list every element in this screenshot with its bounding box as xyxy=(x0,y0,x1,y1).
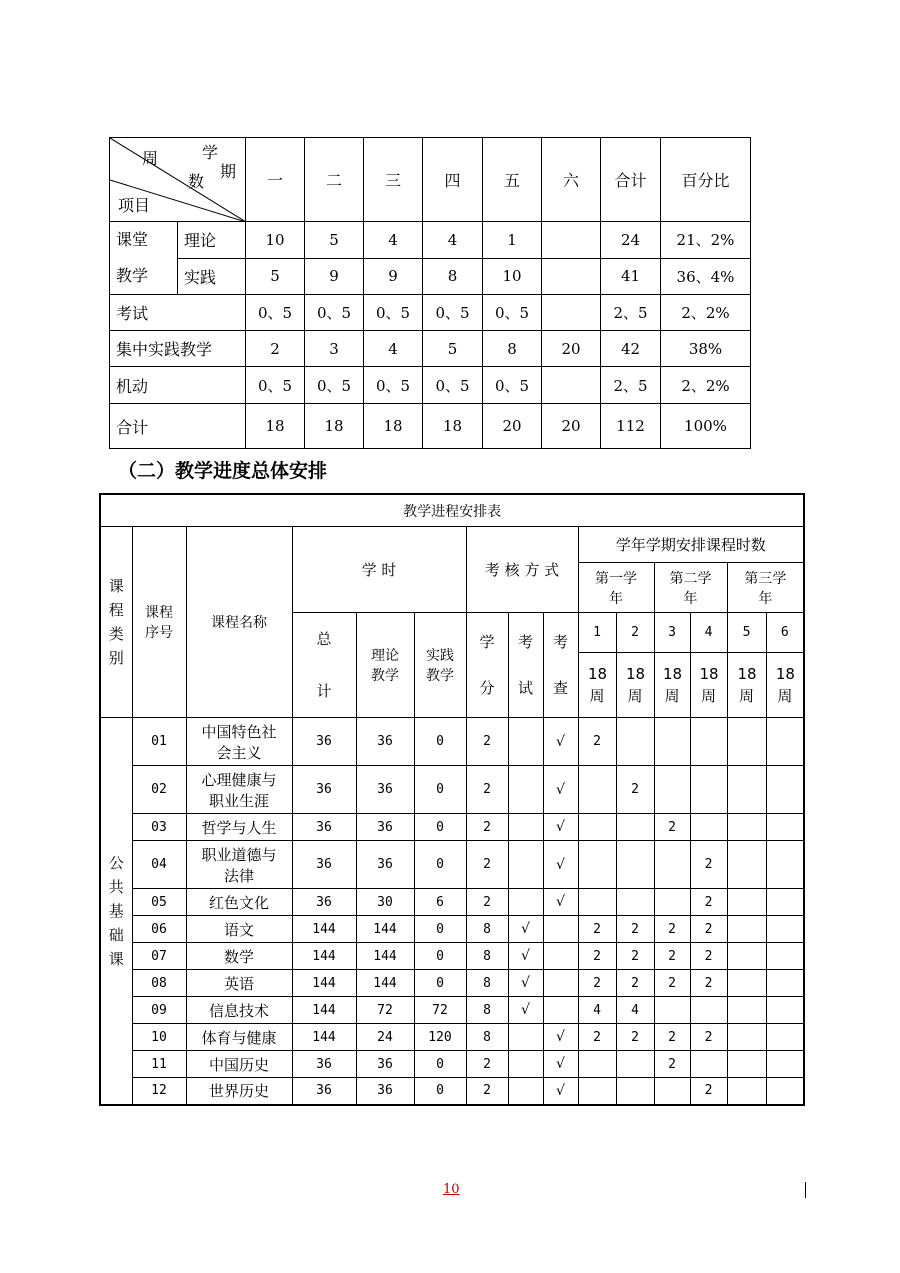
cell xyxy=(542,258,601,295)
cell: 112 xyxy=(601,404,661,449)
exam-cell xyxy=(508,841,543,889)
cell: 41 xyxy=(601,258,661,295)
semester-hours-cell: 2 xyxy=(616,1024,654,1051)
credit-cell: 2 xyxy=(466,718,508,766)
cell: 42 xyxy=(601,331,661,367)
weeks-header-text: 18周 xyxy=(699,665,719,706)
practice-hours-cell: 0 xyxy=(414,718,466,766)
weeks-header-text: 18周 xyxy=(775,665,795,706)
semester-hours-cell xyxy=(616,718,654,766)
course-name-cell: 哲学与人生 xyxy=(186,814,292,841)
cell: 2 xyxy=(246,331,305,367)
practice-hours-cell: 72 xyxy=(414,997,466,1024)
semester-header: 1 xyxy=(578,613,616,653)
semester-hours-cell xyxy=(578,1051,616,1078)
seq-cell: 06 xyxy=(132,916,186,943)
table-caption: 教学进程安排表 xyxy=(100,494,804,527)
semester-hours-cell: 2 xyxy=(654,814,690,841)
semester-header: 4 xyxy=(690,613,727,653)
schedule-header: 学年学期安排课程时数 xyxy=(578,527,804,563)
weeks-header xyxy=(654,653,690,718)
semester-hours-cell xyxy=(727,889,766,916)
classroom-label xyxy=(110,222,178,295)
total-hours-cell: 36 xyxy=(292,766,356,814)
diag-week-label: 周 xyxy=(142,149,159,168)
course-rows xyxy=(100,718,804,1105)
cell: 20 xyxy=(542,404,601,449)
semester-hours-cell xyxy=(616,841,654,889)
semester-hours-cell xyxy=(766,1078,804,1105)
credit-cell: 2 xyxy=(466,889,508,916)
table-row xyxy=(100,766,804,814)
table-row xyxy=(100,889,804,916)
cell: 0、5 xyxy=(423,295,483,331)
semester-hours-cell xyxy=(578,1078,616,1105)
semester-hours-cell: 2 xyxy=(616,916,654,943)
theory-hours-cell: 36 xyxy=(356,814,414,841)
row-label: 合计 xyxy=(110,404,246,449)
check-cell: √ xyxy=(543,1078,578,1105)
semester-hours-cell: 2 xyxy=(690,1078,727,1105)
course-name-cell: 世界历史 xyxy=(186,1078,292,1105)
course-name-cell: 心理健康与职业生涯 xyxy=(186,766,292,814)
cell: 0、5 xyxy=(483,367,542,404)
cell: 18 xyxy=(423,404,483,449)
semester-hours-cell xyxy=(616,814,654,841)
credit-cell: 8 xyxy=(466,916,508,943)
term-header: 二 xyxy=(305,138,364,222)
practice-hours-cell: 0 xyxy=(414,916,466,943)
term-header: 六 xyxy=(542,138,601,222)
seq-cell: 11 xyxy=(132,1051,186,1078)
semester-hours-cell xyxy=(654,766,690,814)
credit-cell: 2 xyxy=(466,814,508,841)
theory-header: 理论教学 xyxy=(356,613,414,718)
check-cell xyxy=(543,916,578,943)
total-hours-cell: 36 xyxy=(292,841,356,889)
cell: 0、5 xyxy=(423,367,483,404)
theory-hours-cell: 36 xyxy=(356,1051,414,1078)
semester-hours-cell: 2 xyxy=(690,1024,727,1051)
semester-hours-cell xyxy=(727,916,766,943)
cell: 0、5 xyxy=(483,295,542,331)
cell: 4 xyxy=(423,222,483,259)
check-cell: √ xyxy=(543,841,578,889)
exam-cell xyxy=(508,1051,543,1078)
cell: 9 xyxy=(305,258,364,295)
semester-hours-cell: 2 xyxy=(690,889,727,916)
semester-hours-cell: 2 xyxy=(578,943,616,970)
semester-hours-cell xyxy=(727,943,766,970)
term-header: 三 xyxy=(364,138,423,222)
credit-cell: 2 xyxy=(466,841,508,889)
semester-hours-cell xyxy=(766,1024,804,1051)
year2-header: 第二学年 xyxy=(654,563,727,613)
semester-hours-cell: 2 xyxy=(616,970,654,997)
year1-header: 第一学年 xyxy=(578,563,654,613)
diag-qi-label: 期 xyxy=(220,162,237,181)
weeks-header-text: 18周 xyxy=(588,665,608,706)
weeks-header xyxy=(727,653,766,718)
total-hours-cell: 36 xyxy=(292,814,356,841)
cell: 36、4% xyxy=(661,258,751,295)
semester-hours-cell xyxy=(766,916,804,943)
diagonal-header-cell xyxy=(110,138,246,222)
cell: 20 xyxy=(483,404,542,449)
semester-hours-cell: 2 xyxy=(654,1024,690,1051)
check-cell: √ xyxy=(543,766,578,814)
semester-hours-cell xyxy=(690,1051,727,1078)
cell: 100% xyxy=(661,404,751,449)
course-name-cell: 职业道德与法律 xyxy=(186,841,292,889)
category-header xyxy=(100,527,132,718)
semester-hours-cell xyxy=(766,718,804,766)
credit-cell: 2 xyxy=(466,1078,508,1105)
credit-cell: 8 xyxy=(466,1024,508,1051)
seq-cell: 09 xyxy=(132,997,186,1024)
assess-header: 考 核 方 式 xyxy=(466,527,578,613)
cell: 5 xyxy=(305,222,364,259)
semester-hours-cell xyxy=(578,766,616,814)
exam-cell xyxy=(508,766,543,814)
check-cell: √ xyxy=(543,814,578,841)
cell: 0、5 xyxy=(364,367,423,404)
cell: 2、2% xyxy=(661,367,751,404)
credit-cell: 2 xyxy=(466,1051,508,1078)
semester-hours-cell: 2 xyxy=(578,916,616,943)
cell: 0、5 xyxy=(246,295,305,331)
semester-hours-cell xyxy=(766,997,804,1024)
course-name-cell: 数学 xyxy=(186,943,292,970)
semester-hours-cell xyxy=(690,718,727,766)
check-cell: √ xyxy=(543,718,578,766)
semester-hours-cell: 2 xyxy=(616,766,654,814)
cell: 10 xyxy=(246,222,305,259)
weeks-distribution-table xyxy=(109,137,751,449)
diag-shu-label: 数 xyxy=(188,172,205,191)
practice-hours-cell: 0 xyxy=(414,766,466,814)
credit-cell: 8 xyxy=(466,970,508,997)
diag-item-label: 项目 xyxy=(118,196,151,215)
check-cell: √ xyxy=(543,1024,578,1051)
page-number: 10 xyxy=(443,1182,460,1197)
table-row xyxy=(100,970,804,997)
theory-hours-cell: 36 xyxy=(356,1078,414,1105)
theory-hours-cell: 36 xyxy=(356,841,414,889)
semester-hours-cell xyxy=(727,1051,766,1078)
semester-hours-cell xyxy=(578,814,616,841)
classroom-label-line2: 教学 xyxy=(116,266,149,285)
exam-header xyxy=(508,613,543,718)
cell: 8 xyxy=(483,331,542,367)
cell: 8 xyxy=(423,258,483,295)
exam-cell xyxy=(508,814,543,841)
seq-cell: 01 xyxy=(132,718,186,766)
table-row xyxy=(100,841,804,889)
semester-hours-cell: 4 xyxy=(616,997,654,1024)
practice-hours-cell: 6 xyxy=(414,889,466,916)
seq-header: 课程序号 xyxy=(132,527,186,718)
practice-hours-cell: 0 xyxy=(414,841,466,889)
cell: 18 xyxy=(305,404,364,449)
exam-cell xyxy=(508,889,543,916)
term-header: 四 xyxy=(423,138,483,222)
theory-hours-cell: 144 xyxy=(356,970,414,997)
semester-hours-cell xyxy=(616,1051,654,1078)
exam-cell: √ xyxy=(508,970,543,997)
seq-cell: 10 xyxy=(132,1024,186,1051)
cell: 4 xyxy=(364,222,423,259)
check-cell: √ xyxy=(543,889,578,916)
weeks-header xyxy=(616,653,654,718)
course-name-cell: 英语 xyxy=(186,970,292,997)
theory-hours-cell: 30 xyxy=(356,889,414,916)
total-hours-cell: 144 xyxy=(292,1024,356,1051)
credit-header-text: 学分 xyxy=(479,633,495,697)
weeks-header xyxy=(690,653,727,718)
total-hours-cell: 144 xyxy=(292,997,356,1024)
semester-hours-cell xyxy=(766,814,804,841)
theory-hours-cell: 36 xyxy=(356,718,414,766)
semester-header: 6 xyxy=(766,613,804,653)
weeks-header-text: 18周 xyxy=(737,665,757,706)
course-name-cell: 中国特色社会主义 xyxy=(186,718,292,766)
seq-cell: 08 xyxy=(132,970,186,997)
credit-cell: 8 xyxy=(466,943,508,970)
cell xyxy=(542,367,601,404)
semester-hours-cell xyxy=(766,889,804,916)
weeks-header-text: 18周 xyxy=(626,665,646,706)
table-row xyxy=(100,943,804,970)
table-row xyxy=(100,1024,804,1051)
semester-hours-cell: 2 xyxy=(578,970,616,997)
semester-hours-cell xyxy=(766,1051,804,1078)
semester-hours-cell xyxy=(766,766,804,814)
semester-hours-cell: 2 xyxy=(690,970,727,997)
course-name-cell: 中国历史 xyxy=(186,1051,292,1078)
credit-header xyxy=(466,613,508,718)
table-row xyxy=(100,916,804,943)
name-header: 课程名称 xyxy=(186,527,292,718)
exam-cell: √ xyxy=(508,997,543,1024)
theory-hours-cell: 36 xyxy=(356,766,414,814)
course-name-cell: 信息技术 xyxy=(186,997,292,1024)
practice-hours-cell: 0 xyxy=(414,1051,466,1078)
semester-hours-cell xyxy=(766,841,804,889)
weeks-header xyxy=(578,653,616,718)
semester-hours-cell xyxy=(654,718,690,766)
table-row xyxy=(100,997,804,1024)
semester-hours-cell xyxy=(727,970,766,997)
semester-hours-cell xyxy=(727,1078,766,1105)
row-label: 集中实践教学 xyxy=(110,331,246,367)
semester-hours-cell xyxy=(727,814,766,841)
semester-hours-cell xyxy=(727,997,766,1024)
semester-hours-cell xyxy=(654,997,690,1024)
cell: 21、2% xyxy=(661,222,751,259)
check-cell xyxy=(543,970,578,997)
total-hours-cell: 144 xyxy=(292,970,356,997)
total-hours-cell: 144 xyxy=(292,943,356,970)
semester-hours-cell: 2 xyxy=(654,943,690,970)
cell: 18 xyxy=(246,404,305,449)
semester-hours-cell xyxy=(616,889,654,916)
credit-cell: 2 xyxy=(466,766,508,814)
cell: 2、2% xyxy=(661,295,751,331)
total-header: 合计 xyxy=(601,138,661,222)
total-hours-cell: 36 xyxy=(292,889,356,916)
cell: 5 xyxy=(423,331,483,367)
semester-hours-cell xyxy=(616,1078,654,1105)
weeks-header-text: 18周 xyxy=(663,665,683,706)
theory-hours-cell: 144 xyxy=(356,916,414,943)
semester-hours-cell: 2 xyxy=(578,718,616,766)
theory-hours-cell: 144 xyxy=(356,943,414,970)
semester-header: 3 xyxy=(654,613,690,653)
semester-hours-cell xyxy=(690,814,727,841)
semester-hours-cell: 2 xyxy=(690,916,727,943)
cell: 4 xyxy=(364,331,423,367)
semester-hours-cell xyxy=(766,970,804,997)
hours-header: 学 时 xyxy=(292,527,466,613)
seq-cell: 03 xyxy=(132,814,186,841)
table-row xyxy=(100,814,804,841)
cell xyxy=(542,222,601,259)
semester-hours-cell xyxy=(727,841,766,889)
cell: 10 xyxy=(483,258,542,295)
practice-hours-cell: 0 xyxy=(414,1078,466,1105)
year3-header: 第三学年 xyxy=(727,563,804,613)
cell: 3 xyxy=(305,331,364,367)
exam-header-text: 考试 xyxy=(517,633,533,697)
category-header-text: 课程类别 xyxy=(108,577,124,667)
row-label: 理论 xyxy=(178,222,246,259)
semester-hours-cell xyxy=(578,889,616,916)
semester-hours-cell: 4 xyxy=(578,997,616,1024)
credit-cell: 8 xyxy=(466,997,508,1024)
semester-hours-cell xyxy=(727,1024,766,1051)
seq-cell: 04 xyxy=(132,841,186,889)
category-name: 公共基础课 xyxy=(108,853,124,968)
text-cursor xyxy=(805,1182,806,1198)
theory-hours-cell: 72 xyxy=(356,997,414,1024)
table-row xyxy=(100,718,804,766)
semester-hours-cell: 2 xyxy=(654,916,690,943)
semester-hours-cell xyxy=(766,943,804,970)
row-label: 实践 xyxy=(178,258,246,295)
cell: 9 xyxy=(364,258,423,295)
semester-hours-cell: 2 xyxy=(690,943,727,970)
total-hours-cell: 36 xyxy=(292,1051,356,1078)
check-cell: √ xyxy=(543,1051,578,1078)
semester-hours-cell: 2 xyxy=(690,841,727,889)
exam-cell xyxy=(508,1024,543,1051)
practice-header: 实践教学 xyxy=(414,613,466,718)
total-hours-cell: 144 xyxy=(292,916,356,943)
section-title: （二）教学进度总体安排 xyxy=(118,460,328,482)
seq-cell: 12 xyxy=(132,1078,186,1105)
practice-hours-cell: 0 xyxy=(414,970,466,997)
cell: 18 xyxy=(364,404,423,449)
check-cell xyxy=(543,997,578,1024)
cell: 1 xyxy=(483,222,542,259)
row-label: 机动 xyxy=(110,367,246,404)
term-header: 五 xyxy=(483,138,542,222)
semester-hours-cell xyxy=(690,997,727,1024)
course-name-cell: 体育与健康 xyxy=(186,1024,292,1051)
total-hours-cell: 36 xyxy=(292,718,356,766)
check-header xyxy=(543,613,578,718)
semester-hours-cell xyxy=(654,889,690,916)
semester-hours-cell xyxy=(578,841,616,889)
cell: 0、5 xyxy=(305,295,364,331)
semester-hours-cell xyxy=(727,766,766,814)
weeks-header xyxy=(766,653,804,718)
check-header-text: 考查 xyxy=(552,633,568,697)
semester-hours-cell xyxy=(727,718,766,766)
percent-header: 百分比 xyxy=(661,138,751,222)
cell: 0、5 xyxy=(305,367,364,404)
check-cell xyxy=(543,943,578,970)
cell: 20 xyxy=(542,331,601,367)
exam-cell: √ xyxy=(508,916,543,943)
cell: 2、5 xyxy=(601,295,661,331)
exam-cell xyxy=(508,718,543,766)
exam-cell: √ xyxy=(508,943,543,970)
table-row xyxy=(100,1078,804,1105)
diag-xue-label: 学 xyxy=(202,143,219,162)
term-header: 一 xyxy=(246,138,305,222)
cell: 5 xyxy=(246,258,305,295)
semester-hours-cell: 2 xyxy=(654,970,690,997)
classroom-label-line1: 课堂 xyxy=(116,230,149,249)
cell: 38% xyxy=(661,331,751,367)
practice-hours-cell: 0 xyxy=(414,943,466,970)
course-name-cell: 红色文化 xyxy=(186,889,292,916)
total-hours-cell: 36 xyxy=(292,1078,356,1105)
row-label: 考试 xyxy=(110,295,246,331)
practice-hours-cell: 0 xyxy=(414,814,466,841)
seq-cell: 07 xyxy=(132,943,186,970)
course-name-cell: 语文 xyxy=(186,916,292,943)
category-cell xyxy=(100,718,132,1105)
seq-cell: 02 xyxy=(132,766,186,814)
total-header xyxy=(292,613,356,718)
cell: 24 xyxy=(601,222,661,259)
semester-hours-cell: 2 xyxy=(616,943,654,970)
cell: 2、5 xyxy=(601,367,661,404)
semester-hours-cell xyxy=(690,766,727,814)
seq-cell: 05 xyxy=(132,889,186,916)
cell: 0、5 xyxy=(246,367,305,404)
table-row xyxy=(100,1051,804,1078)
semester-hours-cell: 2 xyxy=(578,1024,616,1051)
total-header-text: 总计 xyxy=(316,630,332,700)
exam-cell xyxy=(508,1078,543,1105)
cell xyxy=(542,295,601,331)
semester-hours-cell xyxy=(654,1078,690,1105)
semester-header: 5 xyxy=(727,613,766,653)
cell: 0、5 xyxy=(364,295,423,331)
semester-hours-cell xyxy=(654,841,690,889)
practice-hours-cell: 120 xyxy=(414,1024,466,1051)
theory-hours-cell: 24 xyxy=(356,1024,414,1051)
semester-header: 2 xyxy=(616,613,654,653)
teaching-schedule-table xyxy=(99,493,805,1106)
semester-hours-cell: 2 xyxy=(654,1051,690,1078)
